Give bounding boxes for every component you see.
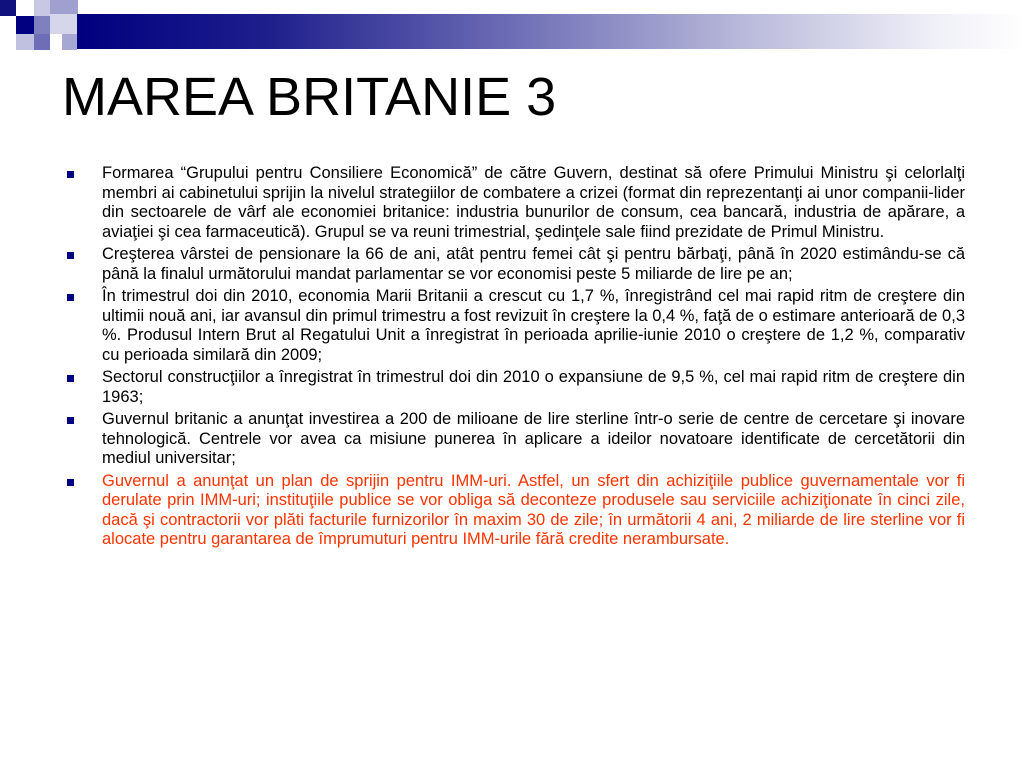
bullet-item bbox=[67, 164, 965, 242]
square-bullet-icon bbox=[67, 294, 74, 301]
bullet-text: Sectorul construcţiilor a înregistrat în trimestrul doi din 2010 o expansiune de 9,5 %, cel mai rapid ritm de creştere din 1963; bbox=[102, 368, 965, 406]
bullet-item bbox=[67, 410, 965, 469]
bullet-item bbox=[67, 245, 965, 284]
decor-square bbox=[0, 0, 16, 16]
decor-square bbox=[62, 34, 77, 50]
bullet-text: Guvernul a anunţat un plan de sprijin pentru IMM-uri. Astfel, un sfert din achiziţiile publice guvernamentale vor fi derulate prin IMM-uri; instituţiile publice se vor obliga să deconteze produsele sau serviciile achiziţionate în cinci zile, dacă şi contractorii vor plăti facturile furnizorilor în maxim 30 de zile; în următorii 4 ani, 2 miliarde de lire sterline vor fi alocate pentru garantarea de împrumuturi pentru IMM-urile fără credite nerambursate. bbox=[102, 471, 965, 548]
bullet-text: Guvernul britanic a anunţat investirea a 200 de milioane de lire sterline într-o serie de centre de cercetare şi inovare tehnologică. Centrele vor avea ca misiune punerea în aplicare a ideilor novatoare identificate de cercetătorii din mediul universitar; bbox=[102, 410, 965, 467]
bullet-item-highlighted bbox=[67, 472, 965, 550]
bullet-text: În trimestrul doi din 2010, economia Marii Britanii a crescut cu 1,7 %, înregistrând cel mai rapid ritm de creştere din ultimii nouă ani, iar avansul din primul trimestru a fost revizuit în creştere la 0,4 %, faţă de o estimare anterioară de 0,3 %. Produsul Intern Brut al Regatului Unit a înregistrat în perioada aprilie-iunie 2010 o creştere de 1,2 %, comparativ cu perioada similară din 2009; bbox=[102, 287, 965, 364]
bullet-item bbox=[67, 287, 965, 365]
decor-square bbox=[50, 0, 78, 14]
decor-square bbox=[50, 14, 77, 34]
decor-square bbox=[16, 34, 34, 50]
square-bullet-icon bbox=[67, 417, 74, 424]
bullet-list bbox=[67, 164, 965, 553]
square-bullet-icon bbox=[67, 252, 74, 259]
decor-square bbox=[34, 34, 50, 50]
square-bullet-icon bbox=[67, 479, 74, 486]
decor-square bbox=[34, 16, 50, 34]
slide-title: MAREA BRITANIE 3 bbox=[62, 67, 557, 127]
bullet-item bbox=[67, 368, 965, 407]
bullet-text: Creşterea vârstei de pensionare la 66 de ani, atât pentru femei cât şi pentru bărbaţi, până în 2020 estimându-se că până la finalul următorului mandat parlamentar se vor economisi peste 5 miliarde de lire pe an; bbox=[102, 245, 965, 283]
decor-square bbox=[16, 16, 34, 34]
header-band bbox=[77, 14, 1024, 49]
square-bullet-icon bbox=[67, 375, 74, 382]
bullet-text: Formarea “Grupului pentru Consiliere Economică” de către Guvern, destinat să ofere Primului Ministru şi celorlalţi membri ai cabinetului sprijin la nivelul strategiilor de combatere a crizei (format din reprezentanţi ai unor companii-lider din sectoarele de vârf ale economiei britanice: industria bunurilor de consum, cea bancară, industria de apărare, a aviaţiei şi cea farmaceutică). Grupul se va reuni trimestrial, şedinţele sale fiind prezidate de Primul Ministru. bbox=[102, 164, 965, 241]
decor-square bbox=[34, 0, 50, 16]
square-bullet-icon bbox=[67, 171, 74, 178]
